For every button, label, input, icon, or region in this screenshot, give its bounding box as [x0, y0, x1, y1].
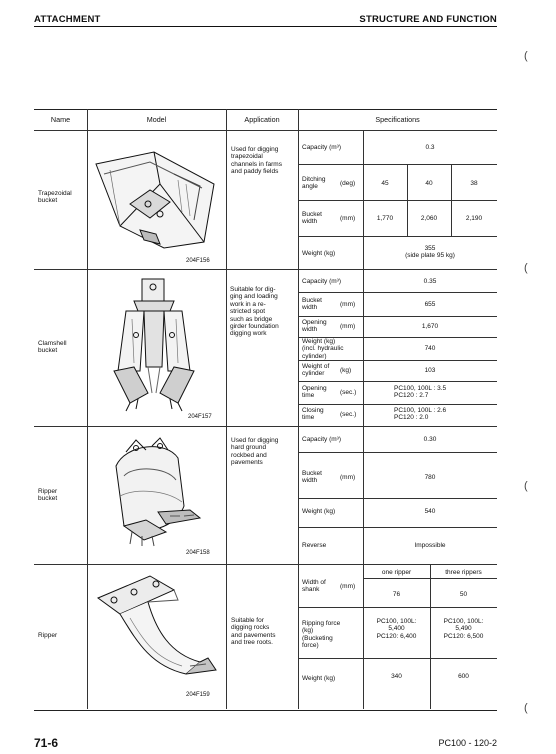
clamshell-bucket-drawing — [104, 275, 204, 415]
closing-time-value: PC100, 100L : 2.6 PC120 : 2.0 — [394, 407, 447, 422]
figure-code: 204F157 — [188, 414, 212, 420]
opening-time-label: Opening time — [302, 385, 327, 400]
binder-hole-mark: ( — [524, 480, 528, 492]
weight-label: Weight (kg) — [302, 675, 336, 682]
shank-width-unit: (mm) — [340, 583, 356, 590]
reverse-label: Reverse — [302, 542, 327, 549]
spec-rule — [298, 498, 497, 499]
weight-value: 340 — [391, 673, 402, 680]
bucket-width-value: 780 — [424, 474, 436, 481]
ripper-application: Suitable for digging rocks and pavements and tree roots. — [231, 617, 276, 647]
row-divider — [34, 426, 497, 427]
ripper-drawing — [90, 570, 224, 694]
capacity-label: Capacity (m³) — [302, 144, 342, 151]
ripper-bucket-drawing — [96, 436, 206, 548]
spec-rule — [298, 236, 497, 237]
spec-divider — [407, 164, 408, 236]
col-header-application: Application — [244, 115, 280, 124]
spec-rule — [298, 452, 497, 453]
cylinder-weight-label: Weight of cylinder — [302, 363, 330, 378]
closing-time-unit: (sec.) — [340, 411, 357, 418]
ditching-angle-unit: (deg) — [340, 180, 356, 187]
opening-time-unit: (sec.) — [340, 389, 357, 396]
reverse-value: Impossible — [414, 542, 446, 549]
ditching-angle-value: 45 — [381, 180, 389, 187]
bucket-width-unit: (mm) — [340, 215, 356, 222]
col-divider-application — [298, 109, 299, 709]
trapezoidal-bucket-application: Used for digging trapezoidal channels in farms and paddy fields — [231, 146, 282, 176]
bucket-width-value: 655 — [424, 301, 436, 308]
weight-incl-cylinder-label: Weight (kg) (incl. hydraulic cylinder) — [302, 338, 344, 360]
shank-width-value: 50 — [459, 591, 468, 598]
weight-value: 540 — [424, 508, 436, 515]
weight-value: 600 — [458, 673, 469, 680]
figure-code: 204F156 — [186, 258, 210, 264]
cylinder-weight-unit: (kg) — [340, 367, 352, 374]
cylinder-weight-value: 103 — [424, 367, 436, 374]
spec-rule — [298, 607, 497, 608]
weight-label: Weight (kg) — [302, 250, 336, 257]
page-number: 71-6 — [34, 736, 59, 750]
bucket-width-unit: (mm) — [340, 474, 356, 481]
bucket-width-value: 2,060 — [420, 215, 438, 222]
figure-code: 204F159 — [186, 692, 210, 698]
binder-hole-mark: ( — [524, 262, 528, 274]
col-header-model: Model — [146, 115, 167, 124]
opening-width-value: 1,670 — [421, 323, 439, 330]
opening-time-value: PC100, 100L : 3.5 PC120 : 2.7 — [394, 385, 447, 400]
weight-value: 740 — [424, 345, 436, 352]
three-rippers-header: three rippers — [445, 569, 482, 576]
bucket-width-unit: (mm) — [340, 301, 356, 308]
col-divider-name — [87, 109, 88, 709]
ripping-force-label: Ripping force (kg) (Bucketing force) — [302, 620, 341, 650]
ripping-force-one: PC100, 100L: 5,400 PC120: 6,400 — [376, 618, 417, 640]
closing-time-label: Closing time — [302, 407, 324, 422]
capacity-label: Capacity (m³) — [302, 436, 342, 443]
model-code: PC100 - 120-2 — [438, 738, 497, 748]
trapezoidal-bucket-drawing — [90, 144, 224, 256]
clamshell-bucket-name: Clamshell bucket — [38, 340, 67, 355]
table-header-rule — [34, 130, 497, 131]
figure-code: 204F158 — [186, 550, 210, 556]
header-section-title: ATTACHMENT — [34, 14, 101, 25]
ditching-angle-value: 38 — [470, 180, 478, 187]
capacity-value: 0.30 — [423, 436, 437, 443]
spec-rule — [298, 527, 497, 528]
bucket-width-value: 1,770 — [376, 215, 394, 222]
spec-rule — [298, 404, 497, 405]
bucket-width-label: Bucket width — [302, 211, 322, 226]
capacity-value: 0.35 — [423, 278, 437, 285]
col-divider-model — [226, 109, 227, 709]
header-chapter-title: STRUCTURE AND FUNCTION — [359, 14, 497, 25]
opening-width-unit: (mm) — [340, 323, 356, 330]
shank-width-label: Width of shank — [302, 579, 326, 594]
trapezoidal-bucket-name: Trapezoidal bucket — [38, 190, 72, 205]
header-rule — [34, 26, 497, 27]
spec-rule — [298, 381, 497, 382]
binder-hole-mark: ( — [524, 50, 528, 62]
ditching-angle-label: Ditching angle — [302, 176, 326, 191]
opening-width-label: Opening width — [302, 319, 327, 334]
bucket-width-label: Bucket width — [302, 297, 322, 312]
col-header-specifications: Specifications — [375, 115, 420, 124]
bucket-width-value: 2,190 — [465, 215, 483, 222]
ditching-angle-value: 40 — [425, 180, 433, 187]
shank-width-value: 76 — [392, 591, 401, 598]
capacity-label: Capacity (m³) — [302, 278, 342, 285]
spec-rule — [298, 292, 497, 293]
spec-divider — [451, 164, 452, 236]
capacity-value: 0.3 — [425, 144, 435, 151]
spec-rule — [298, 164, 497, 165]
bucket-width-label: Bucket width — [302, 470, 322, 485]
col-header-name: Name — [50, 115, 71, 124]
spec-rule — [298, 658, 497, 659]
spec-rule — [298, 316, 497, 317]
binder-hole-mark: ( — [524, 702, 528, 714]
one-ripper-header: one ripper — [381, 569, 412, 576]
spec-rule — [298, 200, 497, 201]
ripper-name: Ripper — [38, 632, 58, 639]
weight-value: 355 (side plate 95 kg) — [405, 245, 455, 260]
ripper-bucket-application: Used for digging hard ground rockbed and pavements — [231, 437, 279, 467]
row-divider — [34, 564, 497, 565]
row-divider — [34, 269, 497, 270]
ripper-bucket-name: Ripper bucket — [38, 488, 58, 503]
ripping-force-three: PC100, 100L: 5,490 PC120: 6,500 — [443, 618, 484, 640]
weight-label: Weight (kg) — [302, 508, 336, 515]
clamshell-bucket-application: Suitable for dig- ging and loading work in a re- stricted spot such as bridge girder foundation digging work — [230, 286, 279, 338]
